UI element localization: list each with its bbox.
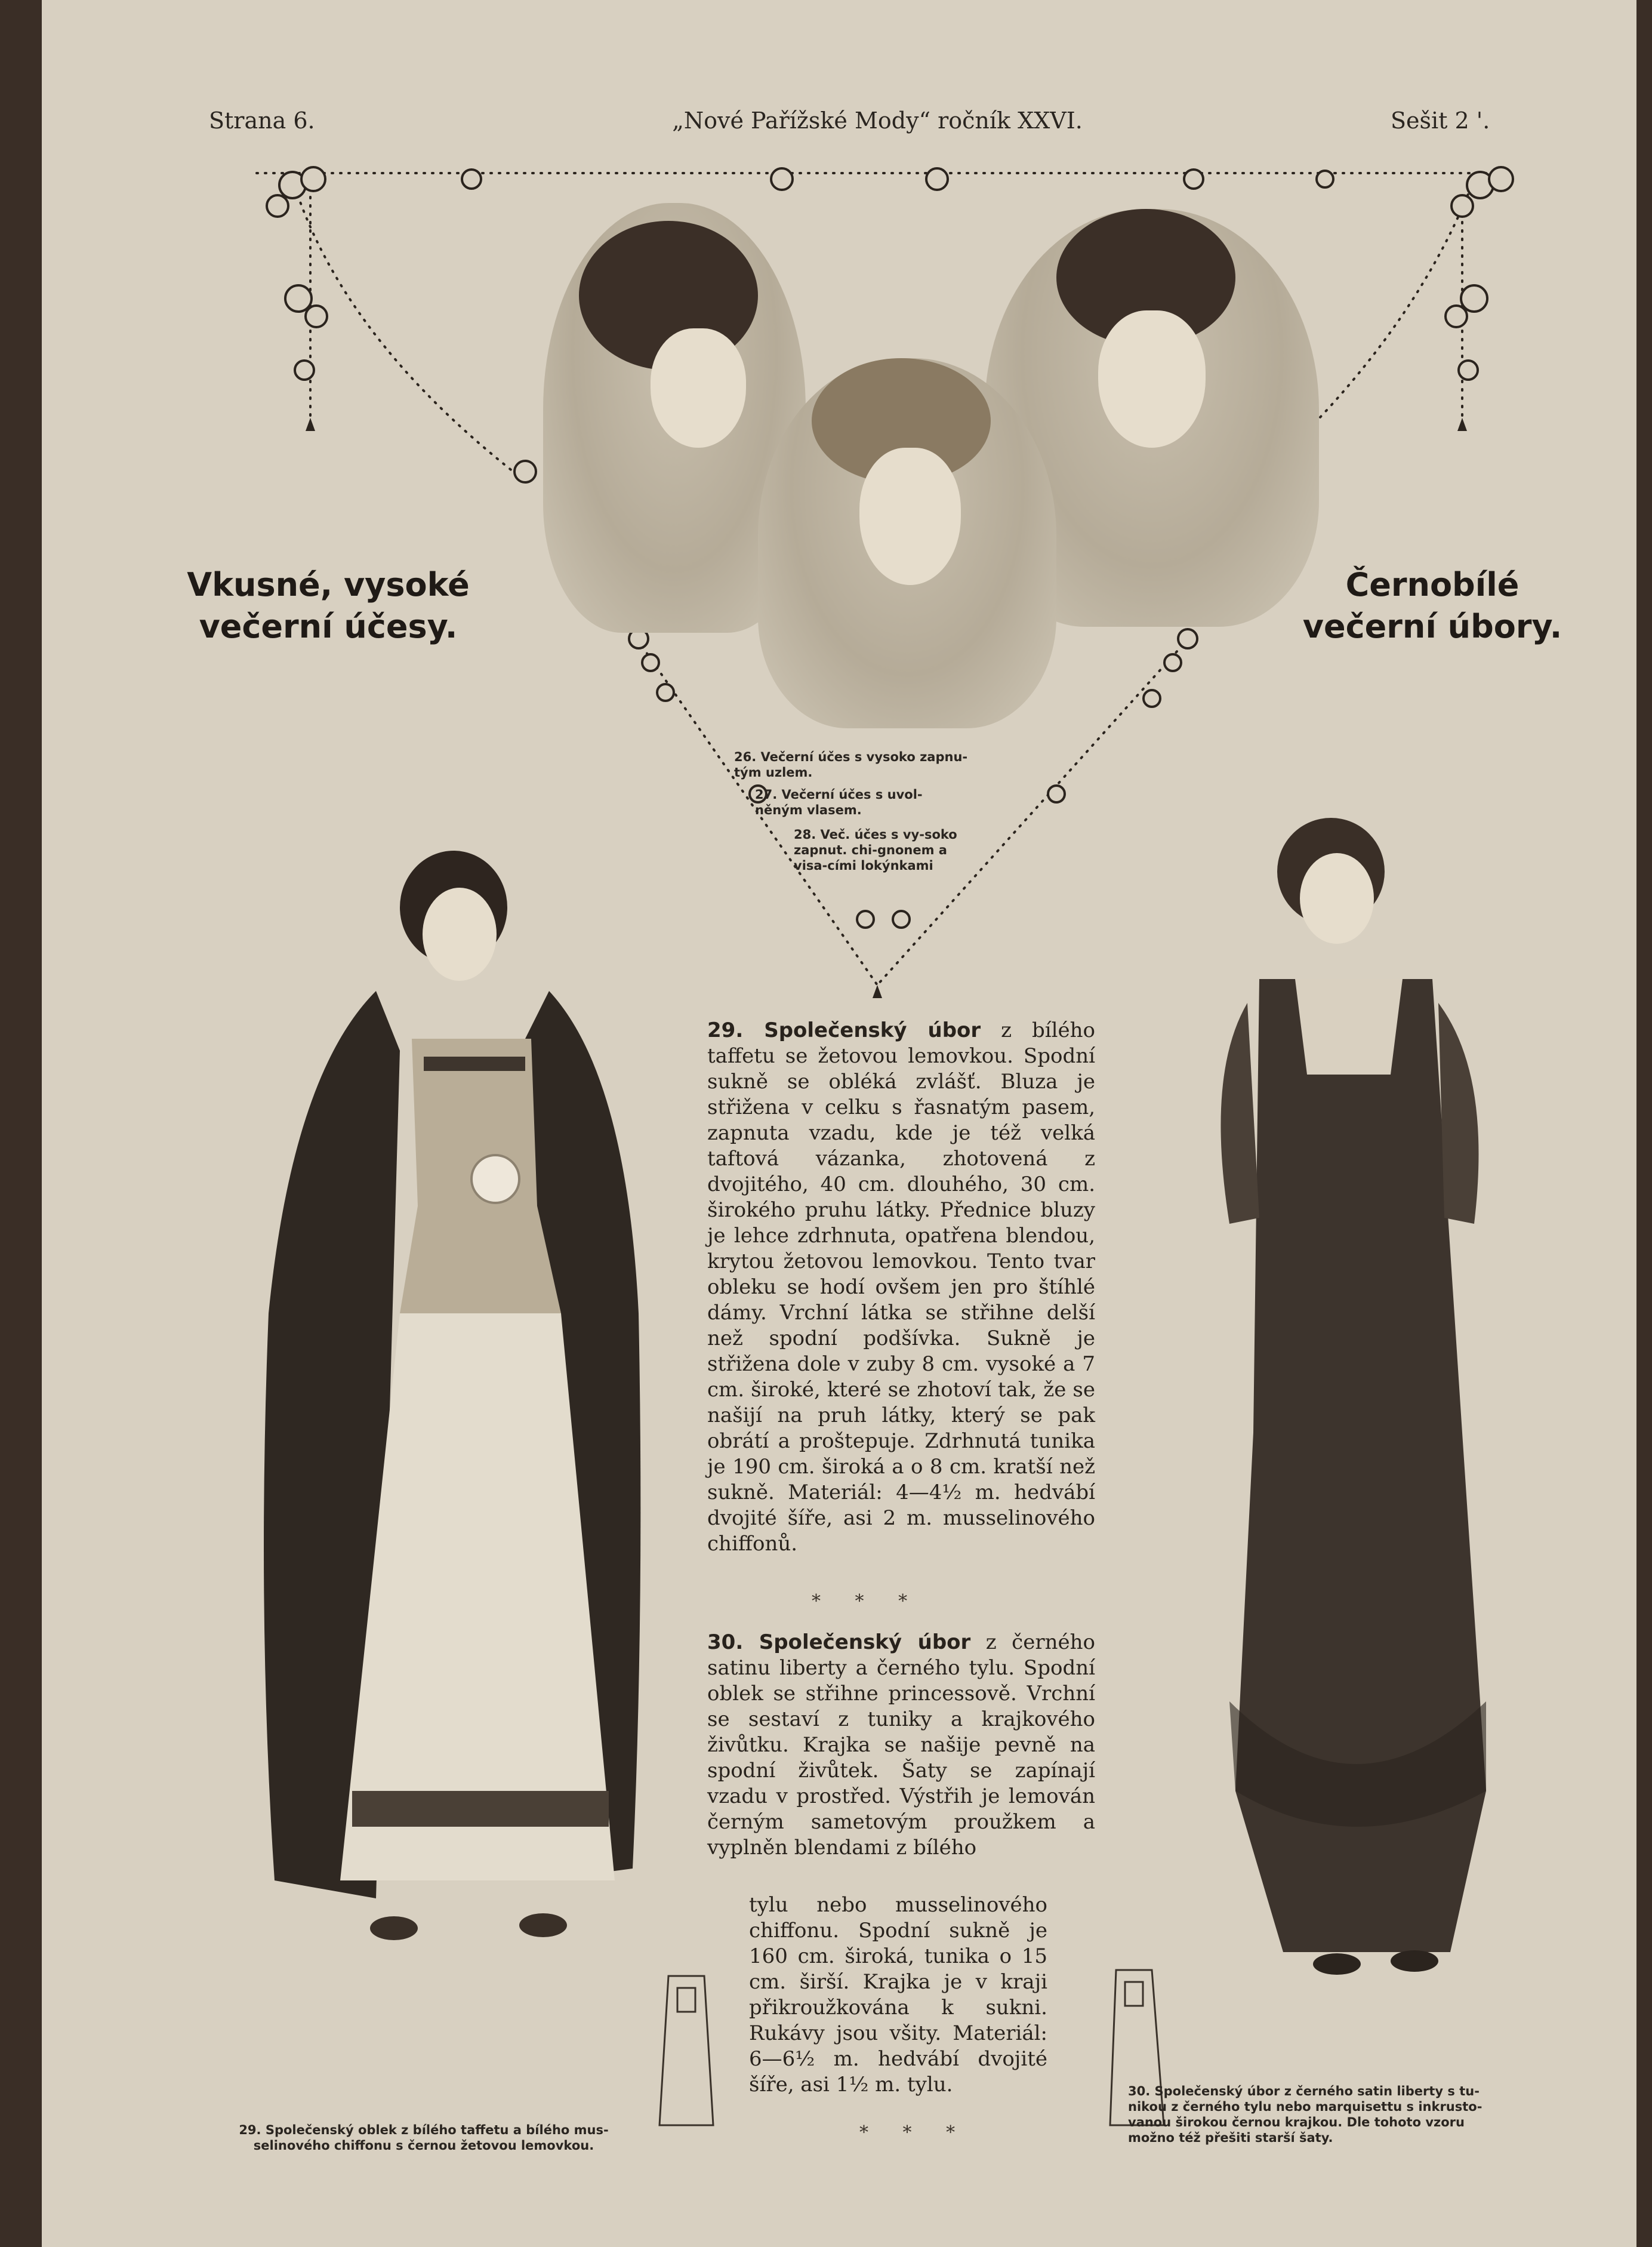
running-title: „Nové Pařížské Mody“ ročník XXVI. (672, 107, 1083, 134)
article-29-lead: 29. Společenský úbor (707, 1018, 981, 1042)
magazine-page (42, 0, 1636, 2247)
article-30 (707, 1630, 1095, 1861)
heading-line: Vkusné, vysoké (187, 566, 470, 604)
article-30-lead: 30. Společenský úbor (707, 1630, 971, 1654)
caption-29: 29. Společenský oblek z bílého taffetu a bílého mus-selinového chiffonu s černou žetovou lemovkou. (239, 2123, 609, 2153)
article-30-text: z černého satinu liberty a černého tylu. Spodní oblek se střihne princessově. Vrchní se sestaví z tuniky a krajkového živůtku. Krajka se našije pevně na spodní živůtek. Šaty se zapínají vzadu v prostřed. Výstřih je lemován černým sametovým proužkem a vyplněn blendami z bílého (707, 1630, 1095, 1860)
article-29 (707, 1018, 1095, 1557)
caption-28: 28. Več. účes s vy-soko zapnut. chi-gnonem a visa-cími lokýnkami (794, 827, 957, 873)
article-30-continued: tylu nebo musselinového chiffonu. Spodní sukně je 160 cm. široká, tunika o 15 cm. širší. Krajka je v kraji přikroužkována k sukni. Rukávy jsou všity. Materiál: 6—6½ m. hedvábí dvojité šíře, asi 1½ m. tylu. (749, 1893, 1047, 2097)
article-29-text: z bílého taffetu se žetovou lemovkou. Spodní sukně se obléká zvlášť. Bluza je střižena v celku s řasnatým pasem, zapnuta vzadu, kde je též velká taftová vázanka, zhotovená z dvojitého, 40 cm. dlouhého, 30 cm. širokého pruhu látky. Přednice bluzy je lehce zdrhnuta, opatřena blendou, krytou žetovou lemovkou. Tento tvar obleku se hodí ovšem jen pro štíhlé dámy. Vrchní látka se střihne delší než spodní podšívka. Sukně je střižena dole v zuby 8 cm. vysoké a 7 cm. široké, které se zhotoví tak, že se našijí na pruh látky, který se pak obrátí a proštepuje. Zdrhnutá tunika je 190 cm. široká a o 8 cm. kratší než sukně. Materiál: 4—4½ m. hedvábí dvojité šíře, asi 2 m. musselinového chiffonů. (707, 1018, 1095, 1556)
caption-26: 26. Večerní účes s vysoko zapnu-tým uzlem. (734, 750, 968, 780)
caption-30: 30. Společenský úbor z černého satin liberty s tu-nikou z černého tylu nebo marquisettu s inkrusto-vanou širokou černou krajkou. Dle tohoto vzoru možno též přešiti starší šaty. (1128, 2084, 1483, 2145)
separator-stars: * * * (859, 2122, 970, 2143)
issue-number: Sešit 2 '. (1391, 107, 1490, 134)
caption-27: 27. Večerní účes s uvol-něným vlasem. (755, 787, 923, 817)
page-number: Strana 6. (209, 107, 315, 134)
separator-stars: * * * (812, 1591, 922, 1612)
heading-line: večerní účesy. (199, 608, 458, 645)
heading-line: Černobílé (1345, 566, 1520, 604)
heading-line: večerní úbory. (1302, 608, 1562, 645)
